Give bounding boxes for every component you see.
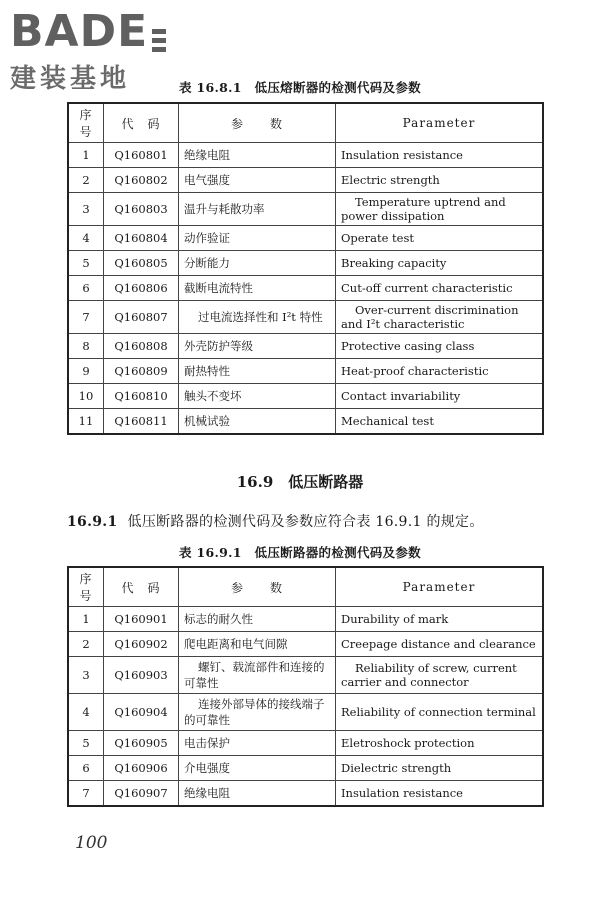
row-code: Q160902 (104, 632, 179, 657)
row-param-en: Breaking capacity (336, 251, 544, 276)
row-param-en: Reliability of screw, current carrier and connector (336, 657, 544, 694)
row-param-en: Durability of mark (336, 607, 544, 632)
row-param-en: Electric strength (336, 168, 544, 193)
row-code: Q160805 (104, 251, 179, 276)
row-no: 3 (68, 657, 104, 694)
row-param-cn: 触头不变坏 (179, 384, 336, 409)
table-16-9-1 (67, 566, 544, 807)
row-no: 4 (68, 226, 104, 251)
row-no: 11 (68, 409, 104, 435)
row-no: 6 (68, 276, 104, 301)
table-row (68, 301, 543, 334)
row-param-en: Eletroshock protection (336, 731, 544, 756)
row-param-en: Mechanical test (336, 409, 544, 435)
row-param-en: Contact invariability (336, 384, 544, 409)
row-no: 9 (68, 359, 104, 384)
table-header-row (68, 567, 543, 607)
row-code: Q160904 (104, 694, 179, 731)
row-code: Q160808 (104, 334, 179, 359)
row-param-cn: 绝缘电阻 (179, 143, 336, 168)
row-param-en: Protective casing class (336, 334, 544, 359)
row-param-cn: 截断电流特性 (179, 276, 336, 301)
row-no: 10 (68, 384, 104, 409)
table-row (68, 251, 543, 276)
table-row (68, 276, 543, 301)
table-row (68, 694, 543, 731)
row-code: Q160901 (104, 607, 179, 632)
table-row (68, 657, 543, 694)
row-param-cn: 连接外部导体的接线端子的可靠性 (179, 694, 336, 731)
row-param-cn: 过电流选择性和 I²t 特性 (179, 301, 336, 334)
table1-caption: 表 16.8.1 低压熔断器的检测代码及参数 (179, 80, 421, 95)
row-code: Q160810 (104, 384, 179, 409)
table-row (68, 226, 543, 251)
header-code: 代 码 (104, 103, 179, 143)
row-param-cn: 绝缘电阻 (179, 781, 336, 807)
header-param-cn: 参 数 (179, 567, 336, 607)
row-no: 2 (68, 632, 104, 657)
table-row (68, 409, 543, 435)
logo-bars-icon (152, 29, 166, 52)
row-param-cn: 分断能力 (179, 251, 336, 276)
row-param-en: Insulation resistance (336, 781, 544, 807)
row-no: 1 (68, 143, 104, 168)
table-row (68, 334, 543, 359)
header-no: 序号 (68, 103, 104, 143)
row-param-cn: 电击保护 (179, 731, 336, 756)
row-param-cn: 螺钉、载流部件和连接的可靠性 (179, 657, 336, 694)
table-row (68, 384, 543, 409)
row-code: Q160905 (104, 731, 179, 756)
row-no: 5 (68, 731, 104, 756)
section-title: 16.9 低压断路器 (236, 473, 364, 491)
row-code: Q160802 (104, 168, 179, 193)
row-code: Q160803 (104, 193, 179, 226)
clause-16-9-1 (67, 511, 484, 531)
table-row (68, 607, 543, 632)
row-code: Q160903 (104, 657, 179, 694)
row-param-en: Over-current discrimination and I²t characteristic (336, 301, 544, 334)
header-no: 序号 (68, 567, 104, 607)
row-param-cn: 电气强度 (179, 168, 336, 193)
row-param-cn: 外壳防护等级 (179, 334, 336, 359)
table-row (68, 143, 543, 168)
row-no: 5 (68, 251, 104, 276)
row-code: Q160907 (104, 781, 179, 807)
row-code: Q160906 (104, 756, 179, 781)
row-param-en: Heat-proof characteristic (336, 359, 544, 384)
row-param-en: Temperature uptrend and power dissipation (336, 193, 544, 226)
row-no: 6 (68, 756, 104, 781)
row-param-cn: 机械试验 (179, 409, 336, 435)
row-param-cn: 标志的耐久性 (179, 607, 336, 632)
header-param-en: Parameter (336, 103, 544, 143)
table-row (68, 168, 543, 193)
row-code: Q160811 (104, 409, 179, 435)
row-code: Q160804 (104, 226, 179, 251)
table-row (68, 193, 543, 226)
header-param-en: Parameter (336, 567, 544, 607)
row-code: Q160807 (104, 301, 179, 334)
row-param-cn: 动作验证 (179, 226, 336, 251)
logo-letters: BADE (10, 6, 149, 57)
clause-number: 16.9.1 (67, 514, 118, 530)
table2-caption: 表 16.9.1 低压断路器的检测代码及参数 (179, 545, 421, 560)
table-row (68, 632, 543, 657)
table-row (68, 731, 543, 756)
clause-text: 低压断路器的检测代码及参数应符合表 16.9.1 的规定。 (127, 514, 484, 530)
row-no: 7 (68, 301, 104, 334)
table-row (68, 756, 543, 781)
table-header-row (68, 103, 543, 143)
row-no: 4 (68, 694, 104, 731)
table-16-8-1 (67, 102, 544, 435)
header-code: 代 码 (104, 567, 179, 607)
row-code: Q160806 (104, 276, 179, 301)
row-code: Q160801 (104, 143, 179, 168)
header-param-cn: 参 数 (179, 103, 336, 143)
row-no: 1 (68, 607, 104, 632)
row-param-en: Insulation resistance (336, 143, 544, 168)
row-param-en: Operate test (336, 226, 544, 251)
row-param-cn: 耐热特性 (179, 359, 336, 384)
row-param-cn: 介电强度 (179, 756, 336, 781)
row-code: Q160809 (104, 359, 179, 384)
table-row (68, 359, 543, 384)
row-param-en: Reliability of connection terminal (336, 694, 544, 731)
table-row (68, 781, 543, 807)
row-param-en: Creepage distance and clearance (336, 632, 544, 657)
row-param-en: Dielectric strength (336, 756, 544, 781)
row-no: 7 (68, 781, 104, 807)
row-no: 8 (68, 334, 104, 359)
page-number: 100 (75, 833, 108, 853)
row-param-cn: 温升与耗散功率 (179, 193, 336, 226)
row-param-en: Cut-off current characteristic (336, 276, 544, 301)
logo-chinese: 建装基地 (10, 64, 131, 94)
row-param-cn: 爬电距离和电气间隙 (179, 632, 336, 657)
row-no: 3 (68, 193, 104, 226)
row-no: 2 (68, 168, 104, 193)
